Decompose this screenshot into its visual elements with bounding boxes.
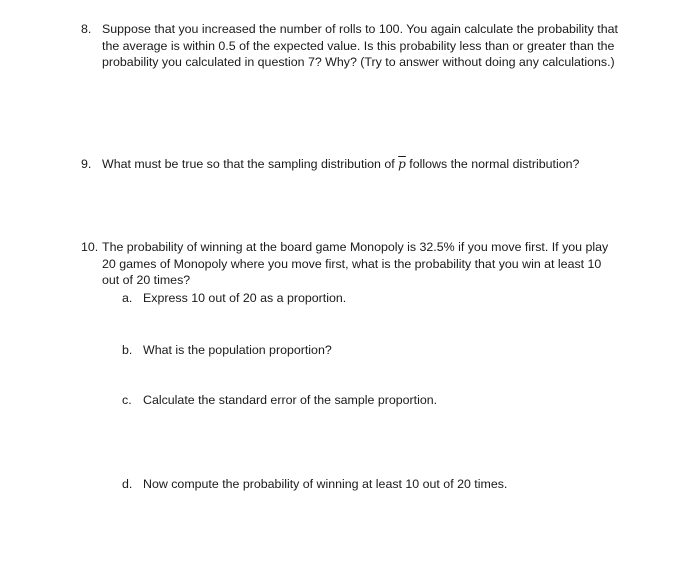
question-8: [81, 21, 621, 71]
sub-question-letter: d.: [122, 477, 133, 491]
sub-question-text: Now compute the probability of winning at least 10 out of 20 times.: [143, 477, 508, 491]
p-bar-symbol: $\overline{p}$: [398, 157, 406, 171]
question-text-before: What must be true so that the sampling distribution of: [102, 157, 399, 171]
sub-question-letter: c.: [122, 393, 132, 407]
question-number: 10.: [81, 240, 99, 254]
sub-question-c: [122, 392, 437, 409]
sub-question-text: Express 10 out of 20 as a proportion.: [143, 291, 347, 305]
sub-question-d: [122, 476, 507, 493]
question-text: Suppose that you increased the number of rolls to 100. You again calculate the probability that the average is within 0.5 of the expected value. Is this probability less than or greater than the probability you calculated in question 7? Why? (Try to answer without doing any calculations.): [102, 22, 618, 70]
question-text-after: follows the normal distribution?: [405, 157, 580, 171]
sub-question-text: Calculate the standard error of the sample proportion.: [143, 393, 438, 407]
question-number: 9.: [81, 157, 92, 171]
question-10: [81, 239, 621, 289]
question-number: 8.: [81, 22, 92, 36]
sub-question-b: [122, 342, 332, 359]
question-text: The probability of winning at the board game Monopoly is 32.5% if you move first. If you play 20 games of Monopoly where you move first, what is the probability that you win at least 10 out of 20 times?: [102, 240, 609, 288]
sub-question-a: [122, 290, 346, 307]
sub-question-text: What is the population proportion?: [143, 343, 332, 357]
sub-question-letter: a.: [122, 291, 133, 305]
question-text: [102, 156, 621, 173]
sub-question-letter: b.: [122, 343, 133, 357]
question-9: [81, 156, 621, 173]
